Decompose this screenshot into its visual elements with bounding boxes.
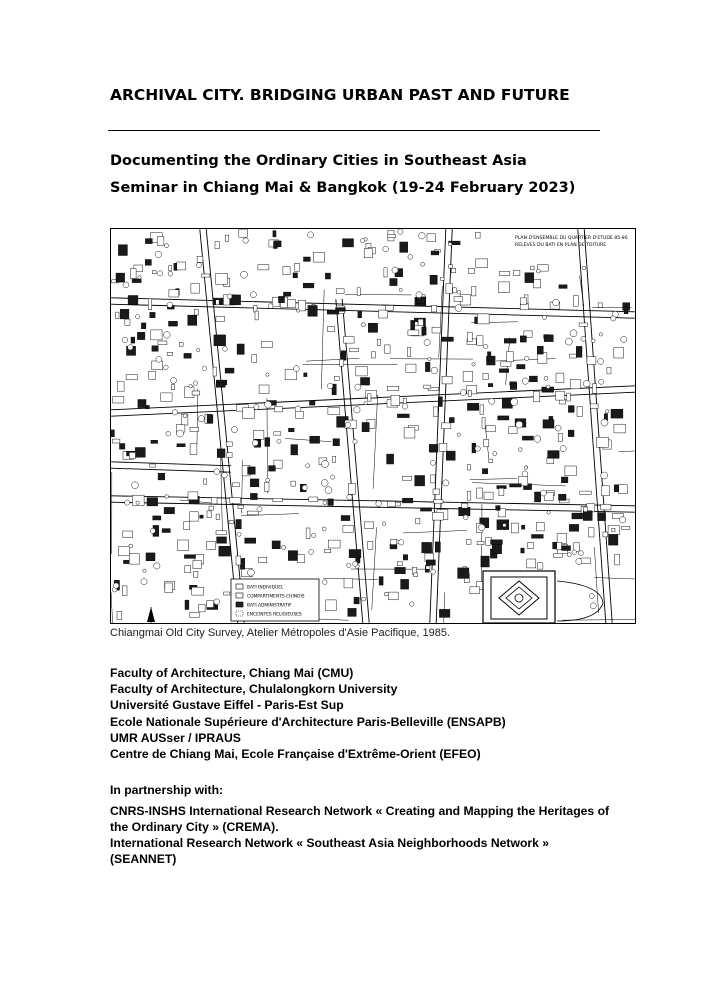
map-title-line-2: RELEVES DU BATI EN PLAN DE TOITURE — [515, 243, 607, 248]
legend-swatch-2 — [236, 593, 243, 598]
organizing-institutions — [110, 665, 506, 762]
title-divider — [108, 130, 600, 131]
legend-label-2: COMPARTIMENTS CHINOIS — [247, 594, 305, 600]
institution-ausser-ipraus: UMR AUSser / IPRAUS — [110, 730, 241, 745]
subtitle-line-2: Seminar in Chiang Mai & Bangkok (19-24 February 2023) — [110, 180, 576, 196]
institution-ensapb: Ecole Nationale Supérieure d'Architecture Paris-Belleville (ENSAPB) — [110, 714, 506, 729]
city-map-figure — [110, 228, 636, 624]
city-map-drawing — [111, 229, 635, 623]
north-arrow-icon — [147, 607, 155, 623]
partner-crema: CNRS-INSHS International Research Network « Creating and Mapping the Heritages of the Ordinary City » (CREMA). — [110, 804, 610, 834]
legend-label-3: BATI ADMINISTRATIF — [247, 603, 292, 609]
legend-label-1: BATI INDIVIDUEL — [247, 585, 284, 591]
institution-chulalongkorn: Faculty of Architecture, Chulalongkorn University — [110, 682, 398, 697]
map-title-block — [515, 235, 628, 248]
partner-seannet: International Research Network « Southeast Asia Neighborhoods Network » (SEANNET) — [110, 836, 550, 866]
map-legend — [231, 579, 319, 621]
partnership-list — [110, 803, 610, 867]
temple-compound — [483, 571, 603, 623]
legend-swatch-1 — [236, 584, 243, 589]
legend-swatch-3 — [236, 602, 243, 607]
document-title: ARCHIVAL CITY. BRIDGING URBAN PAST AND FUTURE — [110, 86, 570, 104]
institution-cmu: Faculty of Architecture, Chiang Mai (CMU) — [110, 666, 354, 680]
building-footprints — [111, 229, 630, 619]
institution-efeo: Centre de Chiang Mai, Ecole Française d'Extrême-Orient (EFEO) — [110, 747, 481, 762]
legend-label-4: ENCEINTES RELIGIEUSES — [247, 612, 302, 618]
partnership-heading: In partnership with: — [110, 783, 224, 797]
map-title-line-1: PLAN D'ENSEMBLE DU QUARTIER D'ETUDE 85-86 — [515, 236, 628, 241]
institution-gustave-eiffel: Université Gustave Eiffel - Paris-Est Sup — [110, 698, 344, 713]
figure-caption: Chiangmai Old City Survey, Atelier Métropoles d'Asie Pacifique, 1985. — [110, 627, 451, 639]
subtitle-line-1: Documenting the Ordinary Cities in Southeast Asia — [110, 153, 527, 169]
legend-swatch-4 — [236, 611, 243, 616]
